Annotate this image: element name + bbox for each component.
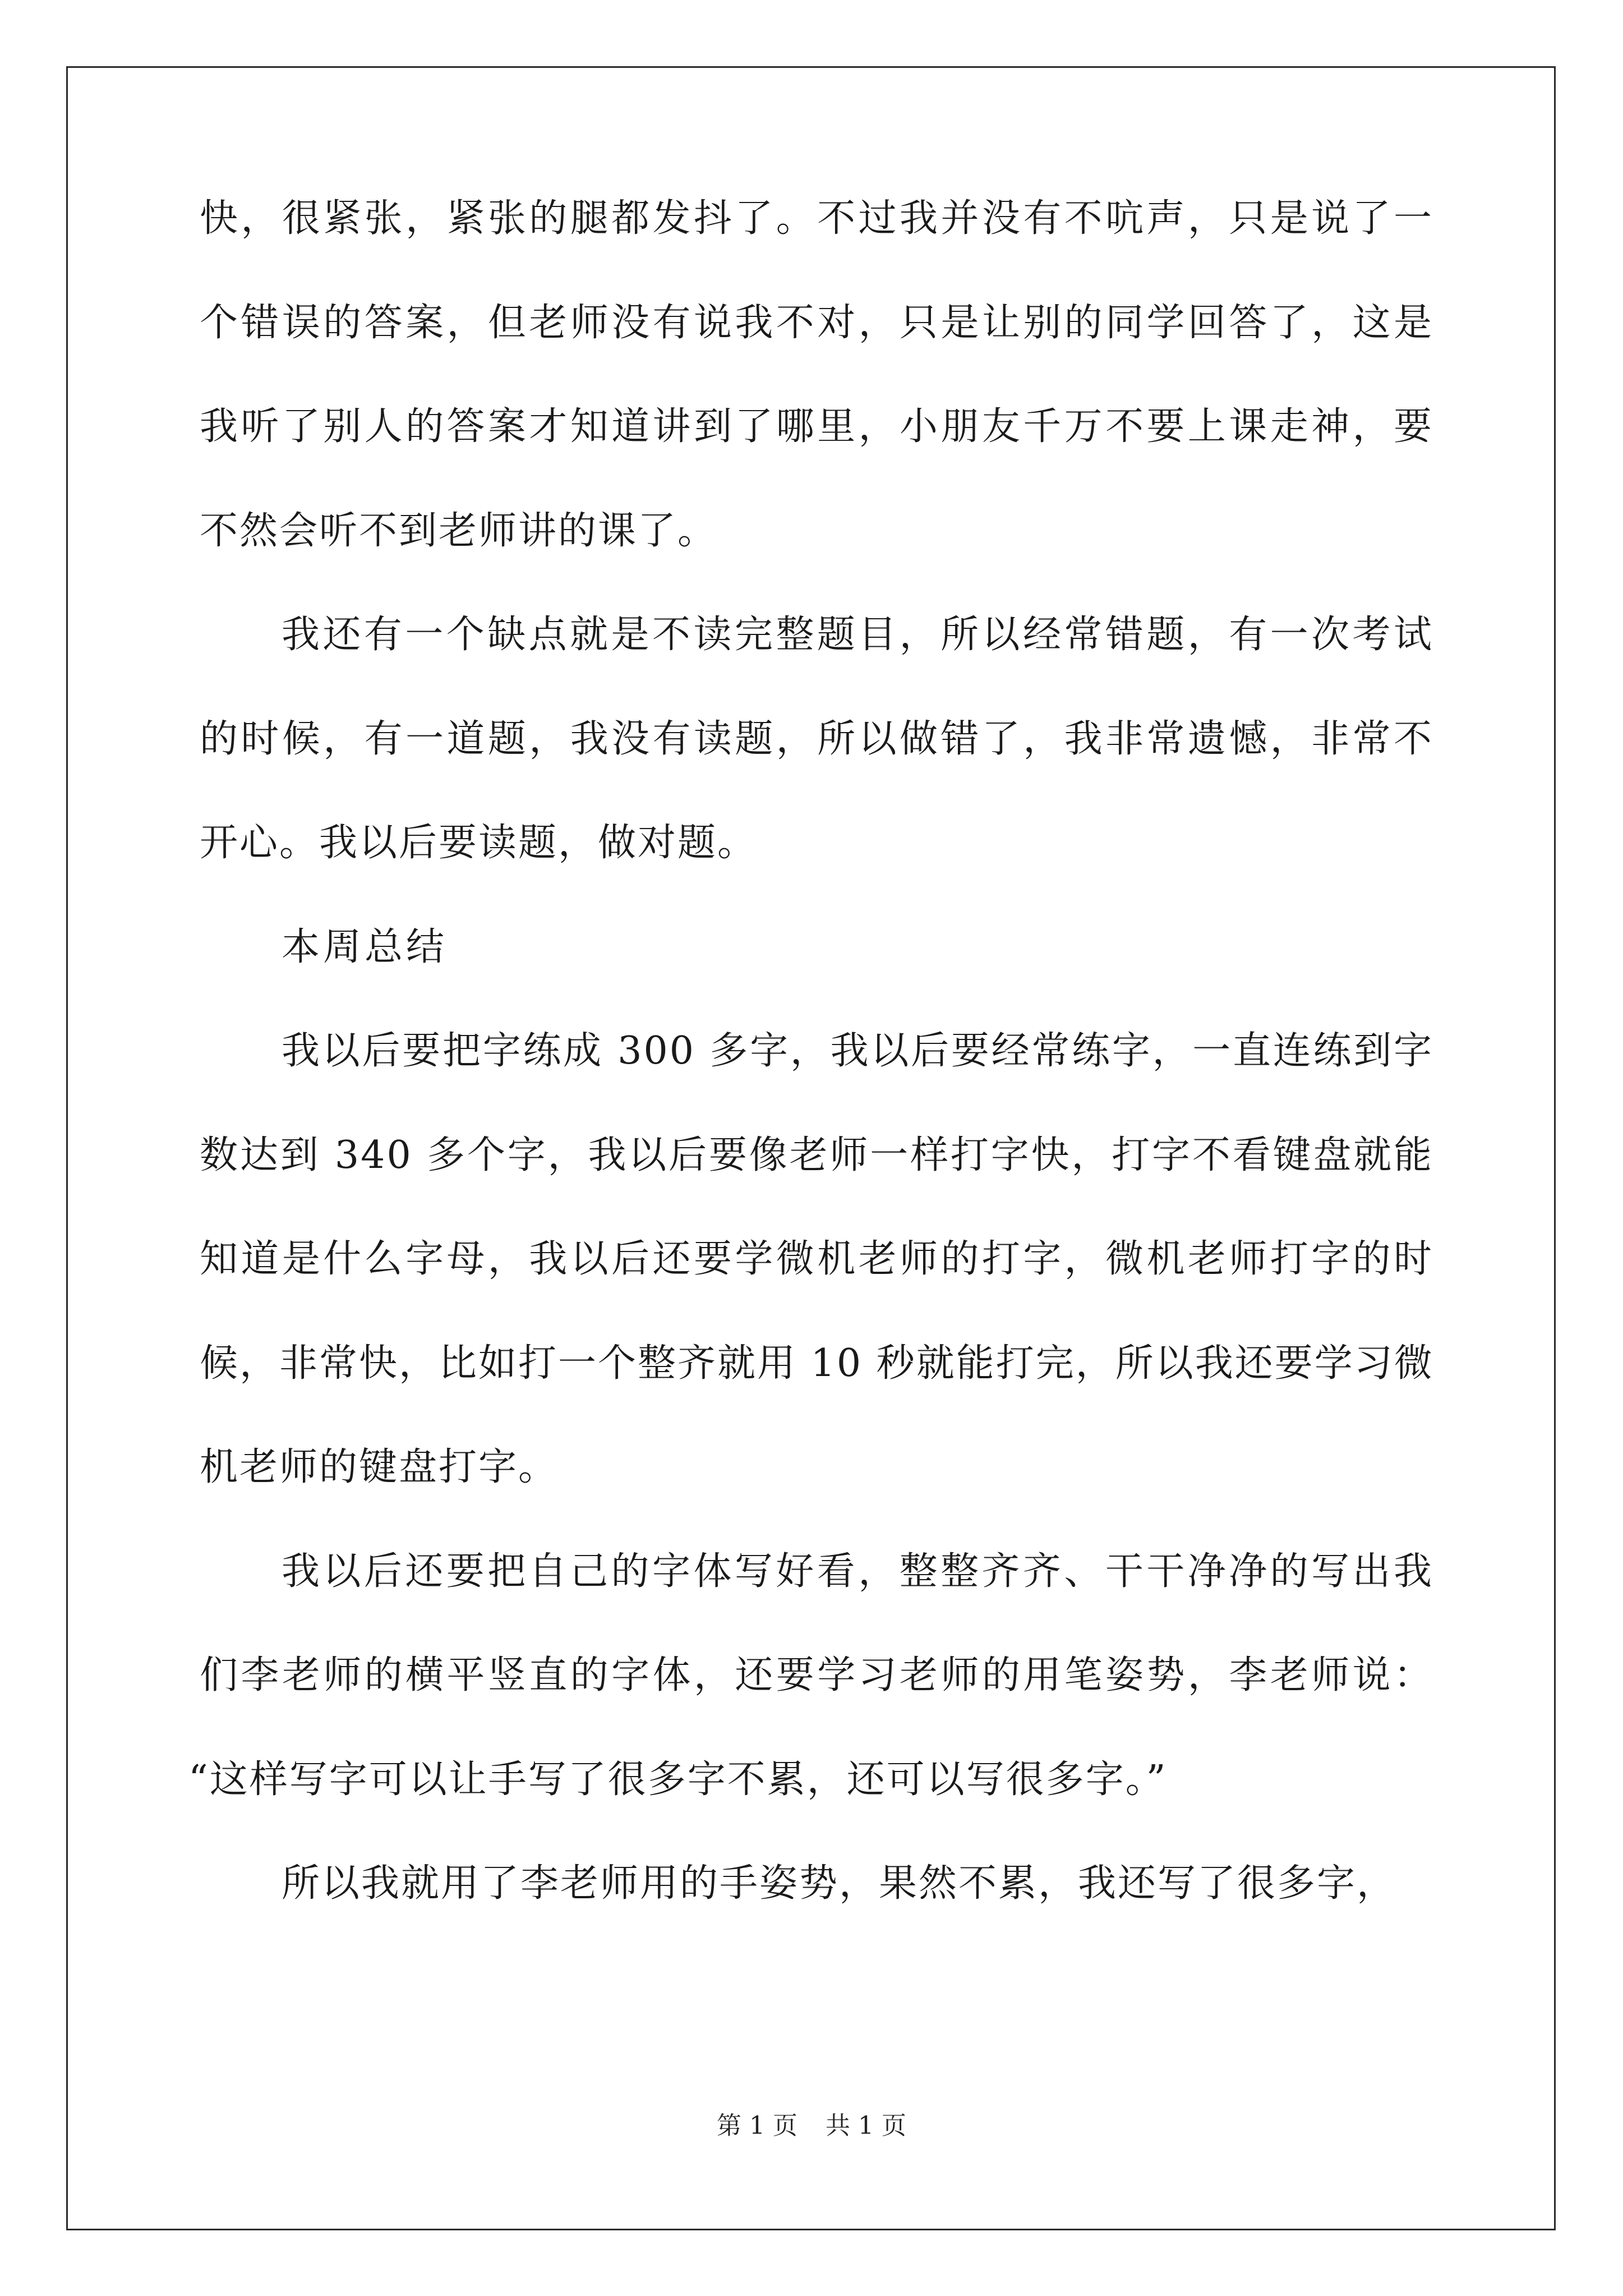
page-footer [0, 2109, 1623, 2143]
text-line: 我还有一个缺点就是不读完整题目，所以经常错题，有一次考试 [282, 613, 1433, 657]
text-line: 的时候，有一道题，我没有读题，所以做错了，我非常遗憾，非常不 [200, 716, 1433, 761]
text-line: 所以我就用了李老师用的手姿势，果然不累，我还写了很多字， [282, 1861, 1397, 1906]
text-line: 不然会听不到老师讲的课了。 [200, 508, 718, 553]
text-line: 开心。我以后要读题，做对题。 [200, 821, 758, 865]
text-line: 我听了别人的答案才知道讲到了哪里，小朋友千万不要上课走神，要 [200, 404, 1433, 449]
text-line: 个错误的答案，但老师没有说我不对，只是让别的同学回答了，这是 [200, 300, 1433, 345]
text-line: “这样写字可以让手写了很多字不累，还可以写很多字。” [188, 1757, 1168, 1802]
text-line: 机老师的键盘打字。 [200, 1445, 559, 1489]
text-line: 我以后要把字练成 300 多字，我以后要经常练字，一直连练到字 [282, 1029, 1433, 1073]
text-line: 快，很紧张，紧张的腿都发抖了。不过我并没有不吭声，只是说了一 [200, 196, 1433, 241]
page-number: 第 1 页 [717, 2111, 797, 2140]
text-line: 知道是什么字母，我以后还要学微机老师的打字，微机老师打字的时 [200, 1237, 1433, 1281]
text-line: 我以后还要把自己的字体写好看，整整齐齐、干干净净的写出我 [282, 1549, 1433, 1594]
page-total: 共 1 页 [826, 2111, 906, 2140]
text-line: 们李老师的横平竖直的字体，还要学习老师的用笔姿势，李老师说： [200, 1653, 1433, 1697]
section-heading: 本周总结 [282, 924, 448, 969]
text-line: 数达到 340 多个字，我以后要像老师一样打字快，打字不看键盘就能 [200, 1133, 1433, 1177]
text-line: 候，非常快，比如打一个整齐就用 10 秒就能打完，所以我还要学习微 [200, 1341, 1434, 1386]
document-body [188, 191, 1434, 1960]
